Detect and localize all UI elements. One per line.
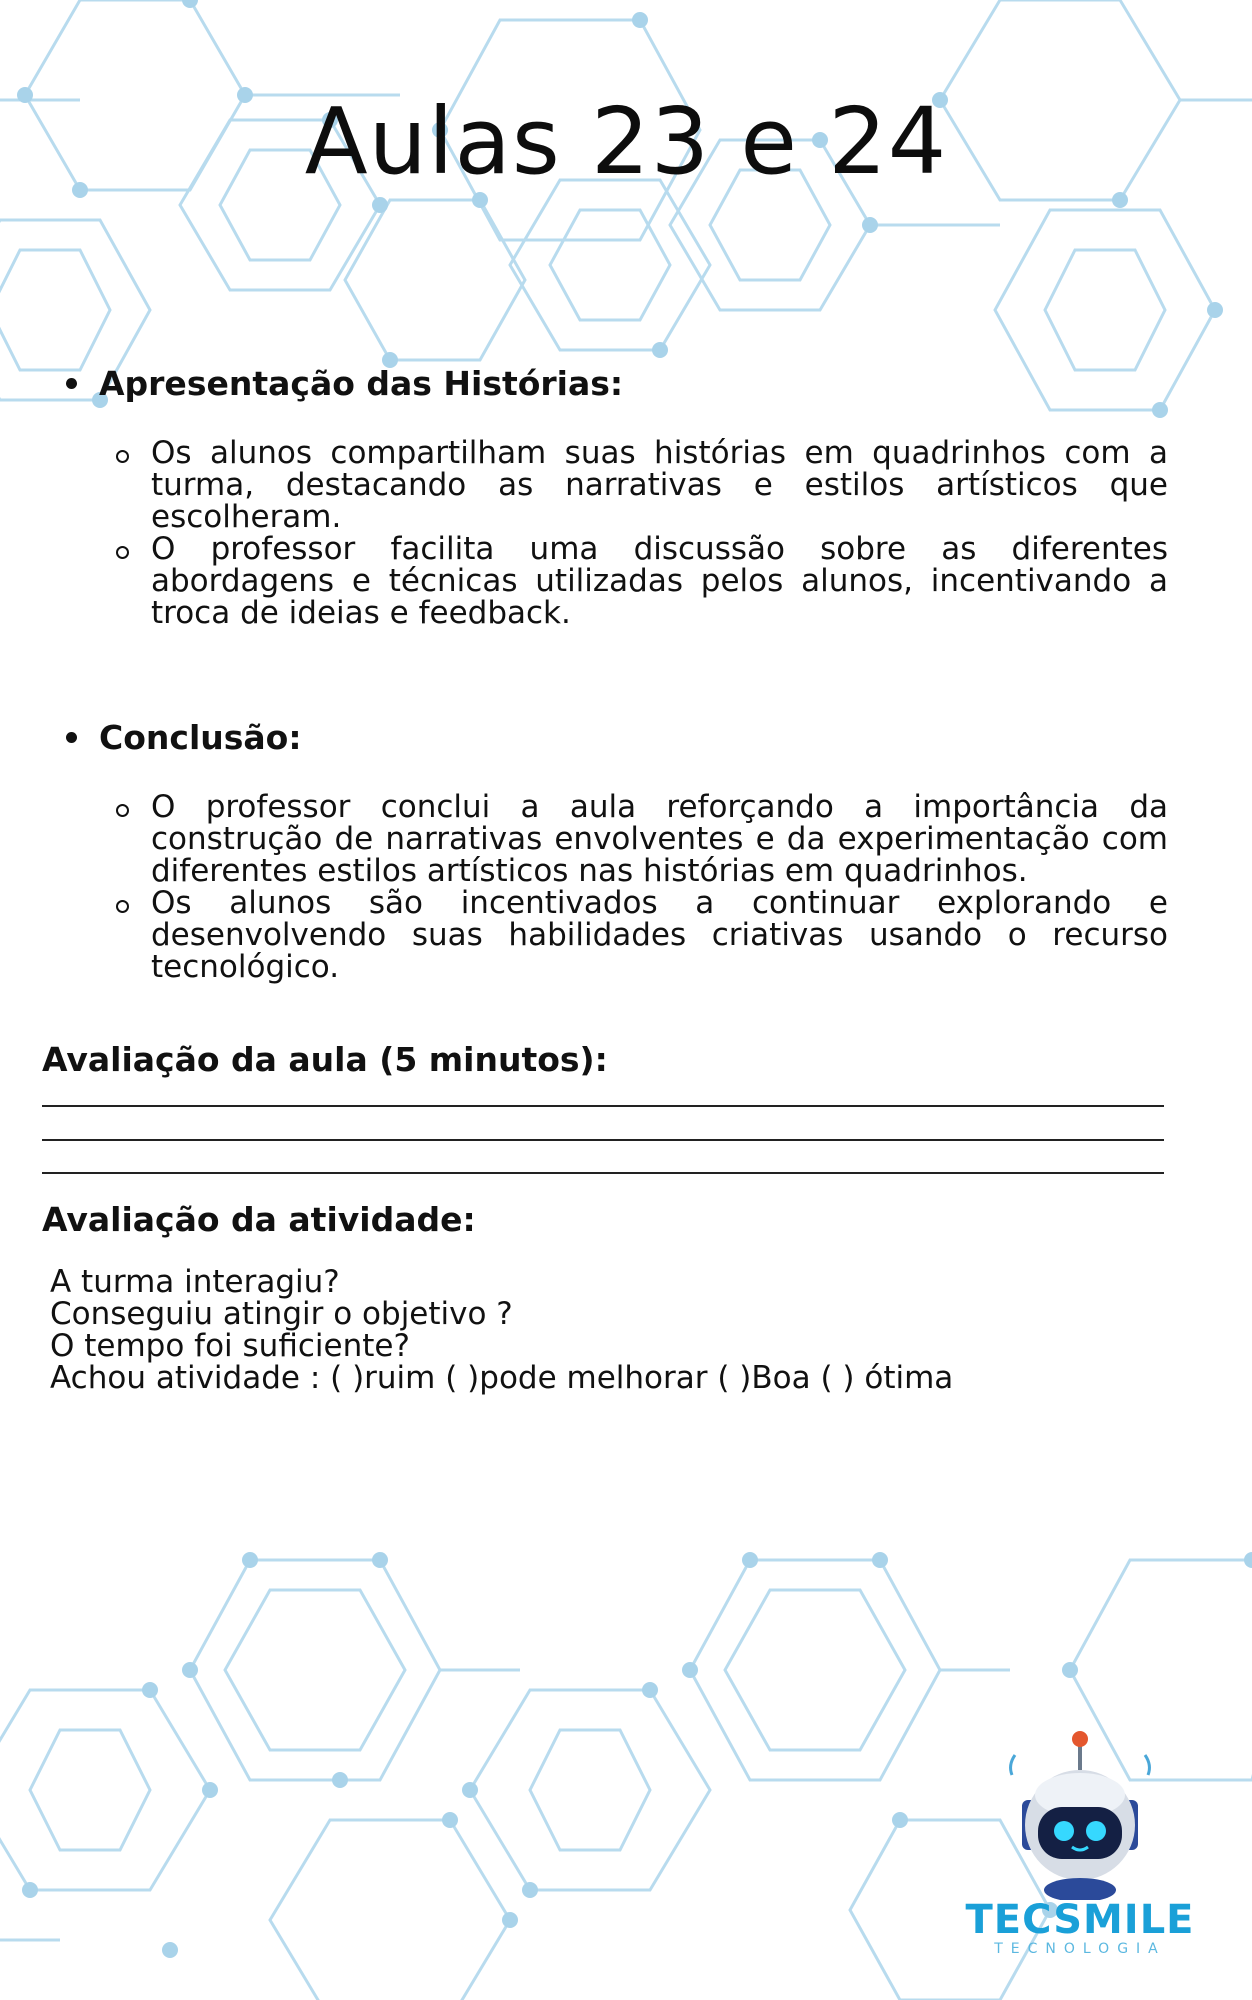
answer-line[interactable] (42, 1172, 1164, 1174)
section-apresentacao (62, 364, 1172, 629)
lesson-evaluation-heading: Avaliação da aula (5 minutos): (42, 1040, 608, 1079)
sub-list (116, 437, 1172, 629)
section-heading (62, 364, 1172, 403)
page-title: Aulas 23 e 24 (304, 88, 948, 195)
question-item: Conseguiu atingir o objetivo ? (50, 1296, 513, 1332)
answer-line[interactable] (42, 1139, 1164, 1141)
question-item: O tempo foi suficiente? (50, 1328, 410, 1364)
question-item: Achou atividade : ( )ruim ( )pode melhorar ( )Boa ( ) ótima (50, 1360, 954, 1396)
circle-bullet-icon (116, 804, 129, 817)
question-item: A turma interagiu? (50, 1264, 340, 1300)
section-heading-text: Apresentação das Histórias: (99, 364, 624, 403)
logo-tagline: TECNOLOGIA (994, 1941, 1166, 1957)
list-item (116, 533, 1172, 629)
list-item-text: Os alunos são incentivados a continuar explorando e desenvolvendo suas habilidades criativas usando o recurso tecnológico. (151, 885, 1168, 985)
list-item (116, 887, 1172, 983)
circle-bullet-icon (116, 546, 129, 559)
list-item (116, 791, 1172, 887)
section-heading (62, 718, 1172, 757)
tecsmile-logo (960, 1725, 1200, 1955)
answer-line[interactable] (42, 1105, 1164, 1107)
bullet-icon (66, 732, 77, 743)
section-conclusao (62, 718, 1172, 983)
list-item-text: Os alunos compartilham suas histórias em quadrinhos com a turma, destacando as narrativas e estilos artísticos que escolheram. (151, 435, 1168, 535)
list-item-text: O professor conclui a aula reforçando a importância da construção de narrativas envolventes e da experimentação com diferentes estilos artísticos nas histórias em quadrinhos. (151, 789, 1168, 889)
sub-list (116, 791, 1172, 983)
activity-evaluation-heading: Avaliação da atividade: (42, 1200, 476, 1239)
section-heading-text: Conclusão: (99, 718, 302, 757)
robot-icon (960, 1725, 1200, 1900)
list-item-text: O professor facilita uma discussão sobre as diferentes abordagens e técnicas utilizadas pelos alunos, incentivando a troca de ideias e feedback. (151, 531, 1168, 631)
circle-bullet-icon (116, 450, 129, 463)
list-item (116, 437, 1172, 533)
bullet-icon (66, 378, 77, 389)
logo-wordmark: TECSMILE (965, 1897, 1195, 1943)
circle-bullet-icon (116, 900, 129, 913)
